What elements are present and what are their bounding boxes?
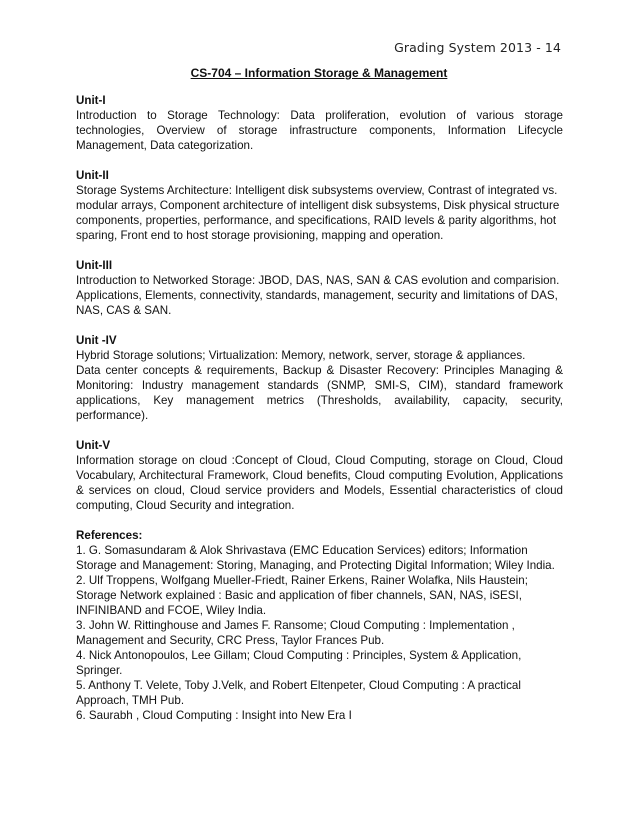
reference-item: 4. Nick Antonopoulos, Lee Gillam; Cloud Computing : Principles, System & Application, Springer.	[76, 649, 522, 677]
unit-heading: Unit -IV	[76, 334, 117, 347]
reference-item: 6. Saurabh , Cloud Computing : Insight into New Era I	[76, 709, 352, 722]
syllabus-content	[76, 93, 563, 738]
unit-text: Storage Systems Architecture: Intelligent disk subsystems overview, Contrast of integrated vs. modular arrays, Component architecture of intelligent disk subsystems, Disk physical structure components, properties, performance, and specifications, RAID levels & parity algorithms, hot sparing, Front end to host storage provisioning, mapping and operation.	[76, 184, 560, 242]
reference-item: 3. John W. Rittinghouse and James F. Ransome; Cloud Computing : Implementation , Management and Security, CRC Press, Taylor Frances Pub.	[76, 619, 515, 647]
unit-heading: Unit-II	[76, 169, 109, 182]
unit-text: Introduction to Networked Storage: JBOD, DAS, NAS, SAN & CAS evolution and comparision. Applications, Elements, connectivity, standards, management, security and limitations of DAS, NAS, CAS & SAN.	[76, 274, 560, 317]
page-header: Grading System 2013 - 14	[394, 40, 561, 55]
unit-text: Introduction to Storage Technology: Data proliferation, evolution of various storage technologies, Overview of storage infrastructure components, Information Lifecycle Management, Data categorization.	[76, 109, 563, 152]
unit-heading: Unit-I	[76, 94, 106, 107]
unit-2	[76, 168, 563, 243]
unit-text: Hybrid Storage solutions; Virtualization: Memory, network, server, storage & appliances.	[76, 349, 526, 362]
reference-item: 1. G. Somasundaram & Alok Shrivastava (EMC Education Services) editors; Information Storage and Management: Storing, Managing, and Protecting Digital Information; Wiley India.	[76, 544, 555, 572]
unit-1	[76, 93, 563, 153]
unit-heading: Unit-V	[76, 439, 111, 452]
page-title: CS-704 – Information Storage & Management	[190, 66, 448, 80]
references-heading: References:	[76, 529, 143, 542]
unit-text: Data center concepts & requirements, Backup & Disaster Recovery: Principles Managing & Monitoring: Industry management standards (SNMP, SMI-S, CIM), standard framework applications, Key management metrics (Thresholds, availability, capacity, security, performance).	[76, 364, 563, 422]
references-section	[76, 528, 563, 723]
unit-3	[76, 258, 563, 318]
unit-4	[76, 333, 563, 423]
unit-heading: Unit-III	[76, 259, 113, 272]
unit-5	[76, 438, 563, 513]
reference-item: 5. Anthony T. Velete, Toby J.Velk, and Robert Eltenpeter, Cloud Computing : A practical Approach, TMH Pub.	[76, 679, 521, 707]
reference-item: 2. Ulf Troppens, Wolfgang Mueller-Friedt, Rainer Erkens, Rainer Wolafka, Nils Haustein; Storage Network explained : Basic and application of fiber channels, SAN, NAS, iSESI, INFINIBAND and FCOE, Wiley India.	[76, 574, 528, 617]
unit-text: Information storage on cloud :Concept of Cloud, Cloud Computing, storage on Cloud, Cloud Vocabulary, Architectural Framework, Cloud benefits, Cloud computing Evolution, Applications & services on cloud, Cloud service providers and Models, Essential characteristics of cloud computing, Cloud Security and integration.	[76, 454, 563, 512]
